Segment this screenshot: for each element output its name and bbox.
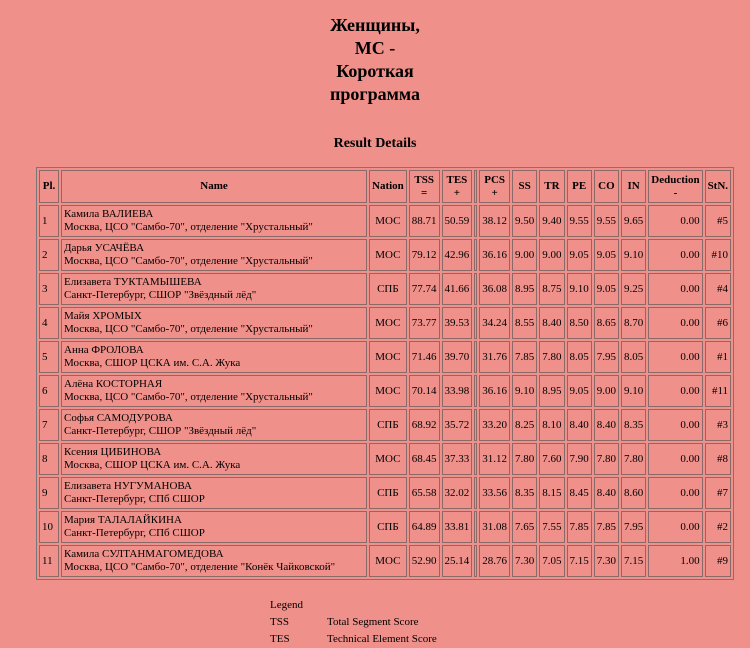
cell-in: 8.35 [621,409,646,441]
cell-tss: 68.45 [409,443,440,475]
cell-place: 10 [39,511,59,543]
cell-stn: #4 [705,273,731,305]
cell-spacer [474,375,477,407]
cell-spacer [474,341,477,373]
cell-stn: #7 [705,477,731,509]
cell-tes: 39.53 [442,307,473,339]
cell-nation: СПБ [369,409,407,441]
cell-place: 1 [39,205,59,237]
skater-name: Камила ВАЛИЕВА [64,208,154,220]
col-pcs [479,170,510,203]
cell-tr: 8.15 [539,477,564,509]
cell-stn: #3 [705,409,731,441]
cell-tes: 25.14 [442,545,473,577]
title-line-4: программа [330,84,420,104]
cell-tes: 42.96 [442,239,473,271]
cell-tr: 8.40 [539,307,564,339]
skater-name: Анна ФРОЛОВА [64,344,144,356]
cell-deduction: 0.00 [648,409,702,441]
skater-club: Москва, ЦСО "Самбо-70", отделение "Хрустальный" [64,323,313,335]
skater-club: Москва, ЦСО "Самбо-70", отделение "Хрустальный" [64,255,313,267]
cell-ss: 9.50 [512,205,537,237]
cell-ss: 9.00 [512,239,537,271]
cell-tes: 37.33 [442,443,473,475]
tes-bottom: + [453,186,461,199]
cell-in: 8.60 [621,477,646,509]
col-name: Name [61,170,367,203]
cell-in: 7.80 [621,443,646,475]
cell-deduction: 0.00 [648,307,702,339]
cell-tss: 71.46 [409,341,440,373]
cell-pcs: 31.12 [479,443,510,475]
skater-club: Санкт-Петербург, СПб СШОР [64,527,205,539]
cell-name [61,341,367,373]
cell-tr: 9.40 [539,205,564,237]
table-row [39,307,731,339]
cell-co: 7.95 [594,341,619,373]
skater-club: Москва, ЦСО "Самбо-70", отделение "Хрустальный" [64,221,313,233]
cell-stn: #8 [705,443,731,475]
legend-desc: Total Segment Score [327,616,419,628]
cell-name [61,443,367,475]
cell-deduction: 0.00 [648,341,702,373]
cell-spacer [474,443,477,475]
cell-ss: 8.55 [512,307,537,339]
cell-tss: 68.92 [409,409,440,441]
table-row [39,273,731,305]
title-line-3: Короткая [336,61,414,81]
cell-co: 9.55 [594,205,619,237]
cell-deduction: 0.00 [648,239,702,271]
cell-stn: #5 [705,205,731,237]
cell-deduction: 0.00 [648,443,702,475]
table-row [39,239,731,271]
cell-pcs: 31.76 [479,341,510,373]
title-line-1: Женщины, [330,15,420,35]
table-row [39,205,731,237]
cell-in: 8.05 [621,341,646,373]
cell-pcs: 34.24 [479,307,510,339]
skater-name: Ксения ЦИБИНОВА [64,446,162,458]
skater-club: Санкт-Петербург, СШОР "Звёздный лёд" [64,425,257,437]
cell-name [61,545,367,577]
cell-in: 8.70 [621,307,646,339]
cell-place: 8 [39,443,59,475]
skater-name: Елизавета ТУКТАМЫШЕВА [64,276,202,288]
skater-club: Москва, ЦСО "Самбо-70", отделение "Конёк Чайковской" [64,561,336,573]
cell-pcs: 36.16 [479,375,510,407]
cell-ss: 7.30 [512,545,537,577]
cell-nation: МОС [369,307,407,339]
cell-ss: 8.95 [512,273,537,305]
legend-abbr: TSS [270,616,289,628]
cell-in: 9.10 [621,375,646,407]
title-line-2: МС - [354,38,396,58]
table-row [39,545,731,577]
cell-co: 8.40 [594,477,619,509]
cell-tes: 39.70 [442,341,473,373]
table-row [39,443,731,475]
skater-club: Санкт-Петербург, СШОР "Звёздный лёд" [64,289,257,301]
cell-pe: 7.90 [567,443,592,475]
cell-pe: 8.05 [567,341,592,373]
cell-nation: СПБ [369,273,407,305]
skater-name: Алёна КОСТОРНАЯ [64,378,163,390]
skater-name: Софья САМОДУРОВА [64,412,173,424]
result-details-heading: Result Details [333,136,417,151]
cell-tr: 8.10 [539,409,564,441]
cell-ss: 8.25 [512,409,537,441]
skater-name: Елизавета НУГУМАНОВА [64,480,192,492]
cell-nation: МОС [369,205,407,237]
col-in: IN [621,170,646,203]
cell-ss: 9.10 [512,375,537,407]
cell-spacer [474,205,477,237]
cell-pe: 9.05 [567,239,592,271]
cell-tr: 7.05 [539,545,564,577]
cell-pe: 9.55 [567,205,592,237]
legend-item [270,631,437,648]
cell-stn: #11 [705,375,731,407]
cell-stn: #9 [705,545,731,577]
cell-tss: 88.71 [409,205,440,237]
cell-pcs: 31.08 [479,511,510,543]
cell-spacer [474,307,477,339]
cell-spacer [474,409,477,441]
cell-deduction: 0.00 [648,511,702,543]
cell-in: 9.25 [621,273,646,305]
ded-top: Deduction [651,173,700,186]
cell-nation: СПБ [369,511,407,543]
legend-abbr: TES [270,633,290,645]
cell-tss: 73.77 [409,307,440,339]
cell-tes: 32.02 [442,477,473,509]
cell-spacer [474,477,477,509]
cell-spacer [474,273,477,305]
cell-tss: 52.90 [409,545,440,577]
cell-name [61,273,367,305]
pcs-bottom: + [491,186,498,199]
cell-name [61,307,367,339]
cell-stn: #2 [705,511,731,543]
cell-nation: СПБ [369,477,407,509]
col-ss: SS [512,170,537,203]
cell-co: 7.80 [594,443,619,475]
cell-pe: 8.50 [567,307,592,339]
skater-club: Санкт-Петербург, СПб СШОР [64,493,205,505]
col-nation: Nation [369,170,407,203]
cell-ss: 7.80 [512,443,537,475]
cell-name [61,409,367,441]
cell-ss: 7.85 [512,341,537,373]
cell-tes: 33.98 [442,375,473,407]
table-row [39,409,731,441]
table-row [39,375,731,407]
cell-in: 9.65 [621,205,646,237]
cell-pcs: 36.08 [479,273,510,305]
cell-nation: МОС [369,239,407,271]
cell-pe: 9.10 [567,273,592,305]
page-title [0,14,750,106]
legend-desc: Technical Element Score [327,633,437,645]
cell-tes: 50.59 [442,205,473,237]
skater-name: Мария ТАЛАЛАЙКИНА [64,514,182,526]
cell-tr: 8.75 [539,273,564,305]
cell-place: 6 [39,375,59,407]
cell-in: 7.95 [621,511,646,543]
cell-pcs: 33.56 [479,477,510,509]
cell-tss: 64.89 [409,511,440,543]
cell-name [61,375,367,407]
skater-name: Камила СУЛТАНМАГОМЕДОВА [64,548,224,560]
cell-co: 7.30 [594,545,619,577]
cell-nation: МОС [369,341,407,373]
cell-spacer [474,511,477,543]
cell-place: 4 [39,307,59,339]
cell-pe: 7.85 [567,511,592,543]
cell-pe: 8.40 [567,409,592,441]
cell-tr: 9.00 [539,239,564,271]
cell-deduction: 1.00 [648,545,702,577]
col-tes [442,170,473,203]
skater-club: Москва, СШОР ЦСКА им. С.А. Жука [64,357,241,369]
col-spacer [474,170,477,203]
cell-deduction: 0.00 [648,477,702,509]
cell-tr: 8.95 [539,375,564,407]
cell-pe: 7.15 [567,545,592,577]
col-pe: PE [567,170,592,203]
cell-pcs: 38.12 [479,205,510,237]
cell-pe: 9.05 [567,375,592,407]
skater-name: Дарья УСАЧЁВА [64,242,145,254]
table-row [39,511,731,543]
cell-name [61,205,367,237]
skater-club: Москва, СШОР ЦСКА им. С.А. Жука [64,459,241,471]
col-tss [409,170,440,203]
cell-stn: #10 [705,239,731,271]
cell-name [61,511,367,543]
legend-title: Legend [270,599,303,611]
cell-stn: #1 [705,341,731,373]
cell-nation: МОС [369,443,407,475]
cell-nation: МОС [369,545,407,577]
cell-deduction: 0.00 [648,375,702,407]
cell-tss: 65.58 [409,477,440,509]
cell-tr: 7.60 [539,443,564,475]
cell-tr: 7.55 [539,511,564,543]
cell-place: 9 [39,477,59,509]
ded-bottom: - [673,186,678,199]
cell-pcs: 28.76 [479,545,510,577]
cell-ss: 8.35 [512,477,537,509]
pcs-top: PCS [484,173,506,186]
legend [270,597,437,648]
cell-tss: 70.14 [409,375,440,407]
cell-ss: 7.65 [512,511,537,543]
cell-co: 9.05 [594,273,619,305]
cell-spacer [474,239,477,271]
table-row [39,477,731,509]
cell-in: 7.15 [621,545,646,577]
cell-co: 9.05 [594,239,619,271]
tss-bottom: = [421,186,428,199]
cell-tss: 77.74 [409,273,440,305]
cell-name [61,239,367,271]
cell-place: 7 [39,409,59,441]
cell-place: 3 [39,273,59,305]
legend-item [270,614,437,631]
cell-nation: МОС [369,375,407,407]
cell-tr: 7.80 [539,341,564,373]
tes-top: TES [446,173,468,186]
cell-place: 5 [39,341,59,373]
cell-stn: #6 [705,307,731,339]
cell-co: 8.40 [594,409,619,441]
skater-club: Москва, ЦСО "Самбо-70", отделение "Хрустальный" [64,391,313,403]
cell-name [61,477,367,509]
col-deduction [648,170,702,203]
col-pl: Pl. [39,170,59,203]
cell-spacer [474,545,477,577]
cell-deduction: 0.00 [648,273,702,305]
cell-pcs: 36.16 [479,239,510,271]
table-row [39,341,731,373]
cell-co: 9.00 [594,375,619,407]
col-tr: TR [539,170,564,203]
col-co: CO [594,170,619,203]
cell-co: 7.85 [594,511,619,543]
cell-tss: 79.12 [409,239,440,271]
cell-tes: 41.66 [442,273,473,305]
col-stn: StN. [705,170,731,203]
cell-in: 9.10 [621,239,646,271]
skater-name: Майя ХРОМЫХ [64,310,142,322]
cell-deduction: 0.00 [648,205,702,237]
cell-tes: 33.81 [442,511,473,543]
header-row [39,170,731,203]
cell-pe: 8.45 [567,477,592,509]
cell-pcs: 33.20 [479,409,510,441]
results-table [36,167,734,580]
cell-place: 2 [39,239,59,271]
cell-tes: 35.72 [442,409,473,441]
cell-co: 8.65 [594,307,619,339]
tss-top: TSS [414,173,434,186]
cell-place: 11 [39,545,59,577]
